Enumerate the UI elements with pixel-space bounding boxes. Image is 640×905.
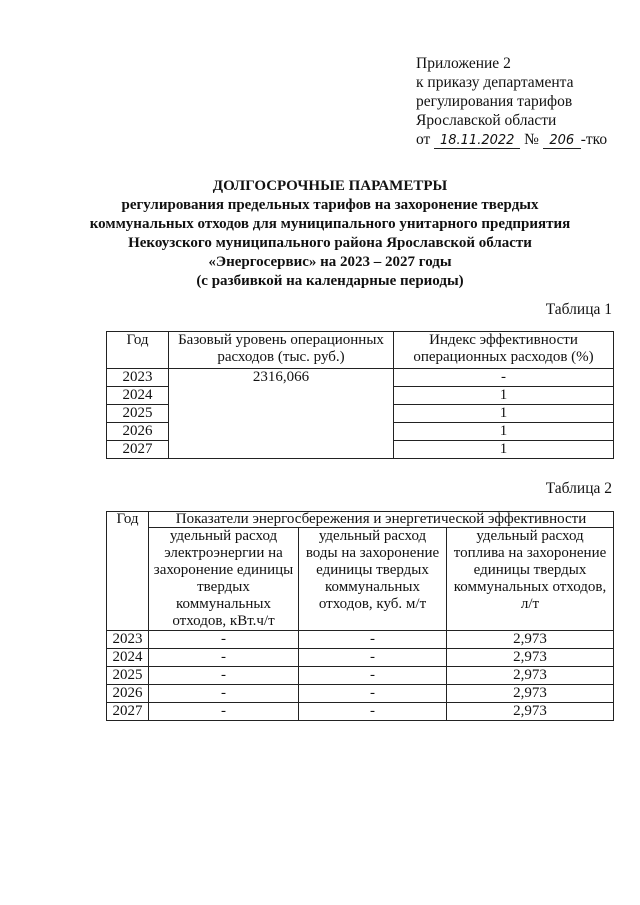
table2-header-group: Показатели энергосбережения и энергетической эффективности <box>149 512 614 528</box>
table2-year-cell: 2026 <box>107 685 149 703</box>
table-row <box>107 631 614 649</box>
table1-base-value: 2316,066 <box>169 369 394 459</box>
table2-electricity-cell: - <box>149 667 299 685</box>
table1-header-row <box>107 332 614 369</box>
title-line: «Энергосервис» на 2023 – 2027 годы <box>208 254 452 270</box>
table2-header-fuel: удельный расход топлива на захоронение единицы твердых коммунальных отходов, л/т <box>447 528 614 631</box>
appendix-line: регулирования тарифов <box>416 93 573 110</box>
title-line: регулирования предельных тарифов на захоронение твердых <box>121 197 539 213</box>
title-line: ДОЛГОСРОЧНЫЕ ПАРАМЕТРЫ <box>212 178 448 194</box>
table2-year-cell: 2027 <box>107 703 149 721</box>
table1-year-cell: 2024 <box>107 387 169 405</box>
table2-header-row <box>107 512 614 528</box>
table2-year-cell: 2023 <box>107 631 149 649</box>
table-row <box>107 369 614 387</box>
handwritten-date: 18.11.2022 <box>434 133 520 149</box>
table1-index-cell: - <box>394 369 614 387</box>
appendix-line: Ярославской области <box>416 112 557 129</box>
table2-year-cell: 2025 <box>107 667 149 685</box>
table1-index-cell: 1 <box>394 387 614 405</box>
table2-fuel-cell: 2,973 <box>447 631 614 649</box>
table1-year-cell: 2027 <box>107 441 169 459</box>
order-date-line <box>416 130 631 149</box>
table-row <box>107 703 614 721</box>
table1-index-cell: 1 <box>394 441 614 459</box>
title-line: коммунальных отходов для муниципального унитарного предприятия <box>89 216 571 232</box>
table2-electricity-cell: - <box>149 703 299 721</box>
table2-water-cell: - <box>299 703 447 721</box>
table1-index-cell: 1 <box>394 405 614 423</box>
table2-subheader-row <box>107 528 614 631</box>
table2-water-cell: - <box>299 631 447 649</box>
table2-electricity-cell: - <box>149 685 299 703</box>
table1-caption: Таблица 1 <box>545 301 612 318</box>
table1-year-cell: 2025 <box>107 405 169 423</box>
table2-caption: Таблица 2 <box>545 480 612 497</box>
number-label: № <box>524 131 539 148</box>
table2-header-year: Год <box>107 512 149 631</box>
table1-index-cell: 1 <box>394 423 614 441</box>
table1 <box>106 331 614 459</box>
table2-year-cell: 2024 <box>107 649 149 667</box>
title-line: Некоузского муниципального района Ярославской области <box>128 235 532 251</box>
table1-year-cell: 2026 <box>107 423 169 441</box>
table2-fuel-cell: 2,973 <box>447 649 614 667</box>
table-row <box>107 667 614 685</box>
appendix-block <box>416 54 631 149</box>
appendix-line: к приказу департамента <box>416 74 574 91</box>
table2 <box>106 511 614 721</box>
table1-header-base: Базовый уровень операционных расходов (тыс. руб.) <box>169 332 394 369</box>
table2-header-water: удельный расход воды на захоронение единицы твердых коммунальных отходов, куб. м/т <box>299 528 447 631</box>
table-row <box>107 649 614 667</box>
appendix-line: Приложение 2 <box>416 55 511 72</box>
table1-header-index: Индекс эффективности операционных расходов (%) <box>394 332 614 369</box>
table2-fuel-cell: 2,973 <box>447 703 614 721</box>
table2-water-cell: - <box>299 667 447 685</box>
table2-fuel-cell: 2,973 <box>447 667 614 685</box>
table2-water-cell: - <box>299 649 447 667</box>
table2-fuel-cell: 2,973 <box>447 685 614 703</box>
document-title <box>80 177 580 291</box>
number-suffix: -тко <box>580 131 608 148</box>
title-line: (с разбивкой на календарные периоды) <box>196 273 464 289</box>
handwritten-number: 206 <box>543 133 581 149</box>
table1-year-cell: 2023 <box>107 369 169 387</box>
table1-header-year: Год <box>107 332 169 369</box>
from-label: от <box>416 131 431 148</box>
table2-header-electricity: удельный расход электроэнергии на захоронение единицы твердых коммунальных отходов, кВт.ч/т <box>149 528 299 631</box>
table2-electricity-cell: - <box>149 631 299 649</box>
table2-water-cell: - <box>299 685 447 703</box>
table2-electricity-cell: - <box>149 649 299 667</box>
table-row <box>107 685 614 703</box>
